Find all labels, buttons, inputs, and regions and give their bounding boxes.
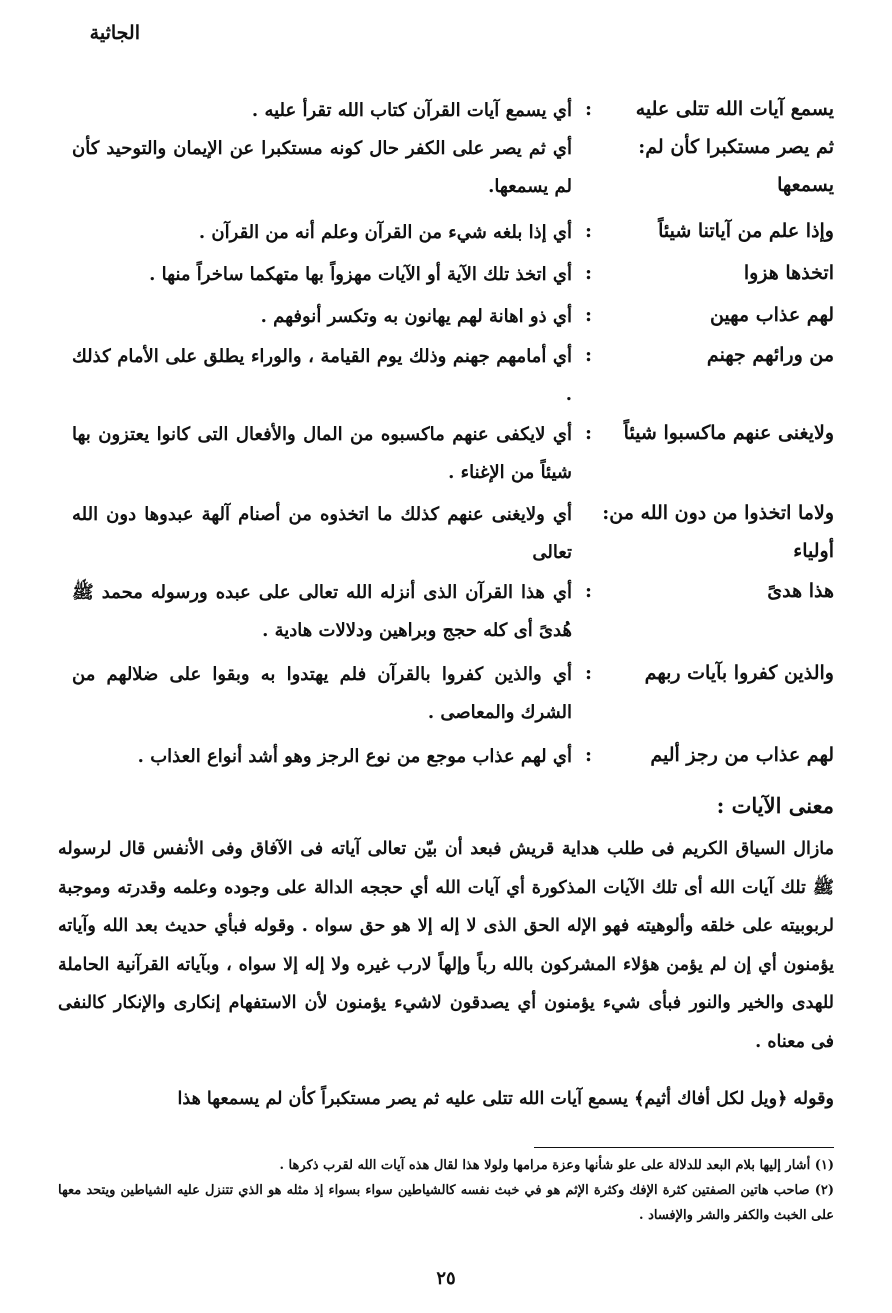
glossary-term-line2: يسمعها [777, 174, 834, 196]
glossary-colon: : [584, 220, 592, 242]
glossary-explanation: أي ذو اهانة لهم يهانون به وتكسر أنوفهم . [260, 306, 572, 327]
page-number: ٢٥ [436, 1268, 456, 1289]
glossary-colon: : [584, 744, 592, 766]
glossary-colon: : [584, 422, 592, 444]
glossary-term: من ورائهم جهنم [706, 344, 834, 366]
glossary-explanation: أي ولايغنى عنهم كذلك ما اتخذوه من أصنام آلهة عبدوها دون الله تعالى [72, 504, 572, 563]
glossary-term-line2: أولياء [793, 540, 834, 562]
glossary-explanation: أي هذا القرآن الذى أنزله الله تعالى على عبده ورسوله محمد ﷺ هُدىً أى كله حجج وبراهين ودلالات هادية . [72, 582, 572, 641]
glossary-colon: : [584, 662, 592, 684]
glossary-term: والذين كفروا بآيات ربهم [644, 662, 834, 684]
body-paragraph: وقوله ﴿ويل لكل أفاك أثيم﴾ يسمع آيات الله تتلى عليه ثم يصر مستكبراً كأن لم يسمعها هذا [177, 1089, 834, 1109]
glossary-term: ولاما اتخذوا من دون الله من: [602, 502, 834, 524]
glossary-explanation: أي اتخذ تلك الآية أو الآيات مهزواً بها متهكما ساخراً منها . [149, 264, 572, 285]
glossary-explanation: أي يسمع آيات القرآن كتاب الله تقرأ عليه . [251, 100, 572, 121]
glossary-term: وإذا علم من آياتنا شيئاً [658, 220, 834, 242]
glossary-explanation: أي لايكفى عنهم ماكسبوه من المال والأفعال التى كانوا يعتزون بها شيئاً من الإغناء . [72, 424, 572, 483]
glossary-explanation: أي والذين كفروا بالقرآن فلم يهتدوا به وبقوا على ضلالهم من الشرك والمعاصى . [72, 664, 572, 723]
glossary-term: يسمع آيات الله تتلى عليه [635, 98, 834, 120]
glossary-term: لهم عذاب من رجز أليم [650, 744, 834, 766]
running-header: الجاثية [89, 22, 140, 44]
glossary-colon: : [584, 98, 592, 120]
glossary-colon: : [584, 344, 592, 366]
glossary-term: ولايغنى عنهم ماكسبوا شيئاً [623, 422, 834, 444]
glossary-colon: : [584, 262, 592, 284]
section-title: معنى الآيات : [716, 793, 834, 818]
glossary-term: اتخذها هزوا [743, 262, 834, 284]
glossary-colon: : [584, 580, 592, 602]
glossary-term: لهم عذاب مهين [709, 304, 834, 326]
glossary-explanation: أي إذا بلغه شيء من القرآن وعلم أنه من القرآن . [198, 222, 572, 243]
footnote-divider [534, 1147, 834, 1148]
footnote: (١) أشار إليها بلام البعد للدلالة على علو شأنها وعزة مرامها ولولا هذا لقال هذه آيات الله لقرب ذكرها . [279, 1158, 834, 1173]
glossary-explanation: أي لهم عذاب موجع من نوع الرجز وهو أشد أنواع العذاب . [137, 746, 572, 767]
glossary-explanation: أي ثم يصر على الكفر حال كونه مستكبرا عن الإيمان والتوحيد كأن لم يسمعها. [72, 138, 572, 197]
body-paragraph: مازال السياق الكريم فى طلب هداية قريش فبعد أن بيّن تعالى آياته فى الآفاق وفى الأنفس قال لرسوله ﷺ تلك آيات الله أى تلك الآيات المذكورة أي آيات الله أي حججه الدالة على وجوده وعلمه وقدرته وموجبة لربوبيته على خلقه وألوهيته فهو الإله الحق الذى لا إله إلا هو حق سواه . وقوله فبأي حديث بعد الله وآياته يؤمنون أي إن لم يؤمن هؤلاء المشركون بالله رباً وإلهاً لارب غيره ولا إله إلا سواه ، وبآياته القرآنية الحاملة للهدى والخير والنور فبأى شيء يؤمنون أي يصدقون لاشيء يؤمنون لأن الاستفهام إنكارى والإنكار كالنفى فى معناه . [58, 839, 834, 1052]
glossary-term: ثم يصر مستكبرا كأن لم: [638, 136, 834, 158]
footnote: (٢) صاحب هاتين الصفتين كثرة الإفك وكثرة الإثم هو في خبث نفسه كالشياطين سواء بسواء إذ مثله هو الذي تتنزل عليه الشياطين ويتحد معها على الخبث والكفر والشر والإفساد . [58, 1183, 834, 1223]
glossary-explanation: أي أمامهم جهنم وذلك يوم القيامة ، والوراء يطلق على الأمام كذلك . [72, 346, 572, 405]
glossary-term: هذا هدىً [767, 580, 834, 602]
glossary-colon: : [584, 304, 592, 326]
